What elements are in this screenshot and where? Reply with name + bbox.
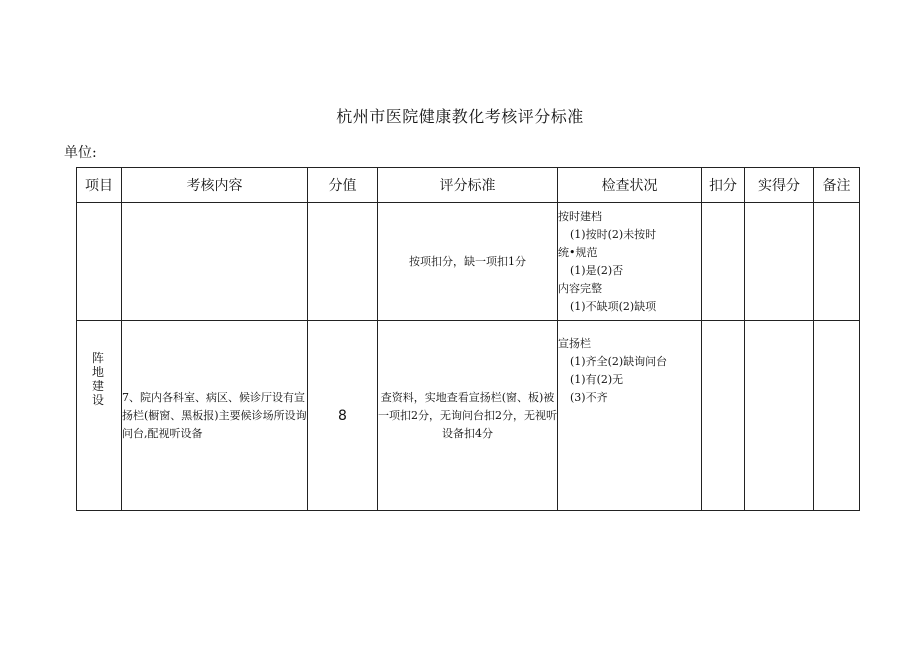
cell-content: 7、院内各科室、病区、候诊厅设有宣扬栏(橱窗、黑板报)主要候诊场所设询问台,配视听设备 — [122, 321, 308, 511]
cell-standard: 查资料，实地查看宣扬栏(窗、板)被一项扣2分，无询问台扣2分，无视听设备扣4分 — [378, 321, 558, 511]
cell-remark — [814, 203, 860, 321]
check-line: (1)按时(2)未按时 — [570, 227, 657, 241]
check-line: (1)齐全(2)缺询问台 — [570, 355, 668, 368]
check-line: (1)有(2)无 — [570, 373, 624, 386]
table-header-row — [77, 168, 860, 203]
cell-standard: 按项扣分，缺一项扣1分 — [378, 203, 558, 321]
check-line: 内容完整 — [558, 281, 602, 295]
cell-item — [77, 203, 122, 321]
cell-remark — [814, 321, 860, 511]
cell-score — [308, 203, 378, 321]
check-line: (1)是(2)否 — [570, 263, 624, 277]
header-item: 项目 — [77, 168, 122, 203]
header-deduct: 扣分 — [702, 168, 745, 203]
table-row — [77, 321, 860, 511]
check-line: 统•规范 — [558, 245, 598, 259]
cell-actual — [745, 203, 814, 321]
cell-item: 阵地建设 — [77, 321, 122, 511]
check-line: 按时建档 — [558, 209, 602, 223]
check-line: (3)不齐 — [570, 391, 608, 404]
cell-deduct — [702, 321, 745, 511]
header-check: 检查状况 — [558, 168, 702, 203]
cell-score: 8 — [308, 321, 378, 511]
header-content: 考核内容 — [122, 168, 308, 203]
cell-check — [558, 321, 702, 511]
cell-check — [558, 203, 702, 321]
cell-deduct — [702, 203, 745, 321]
check-line: (1)不缺项(2)缺项 — [570, 299, 657, 313]
header-score: 分值 — [308, 168, 378, 203]
scoring-table — [76, 167, 860, 511]
cell-content — [122, 203, 308, 321]
header-remark: 备注 — [814, 168, 860, 203]
cell-actual — [745, 321, 814, 511]
header-actual: 实得分 — [745, 168, 814, 203]
table-row — [77, 203, 860, 321]
unit-label: 单位: — [64, 145, 97, 161]
check-line: 宣扬栏 — [558, 337, 591, 350]
header-standard: 评分标准 — [378, 168, 558, 203]
page-title: 杭州市医院健康教化考核评分标准 — [336, 107, 584, 126]
